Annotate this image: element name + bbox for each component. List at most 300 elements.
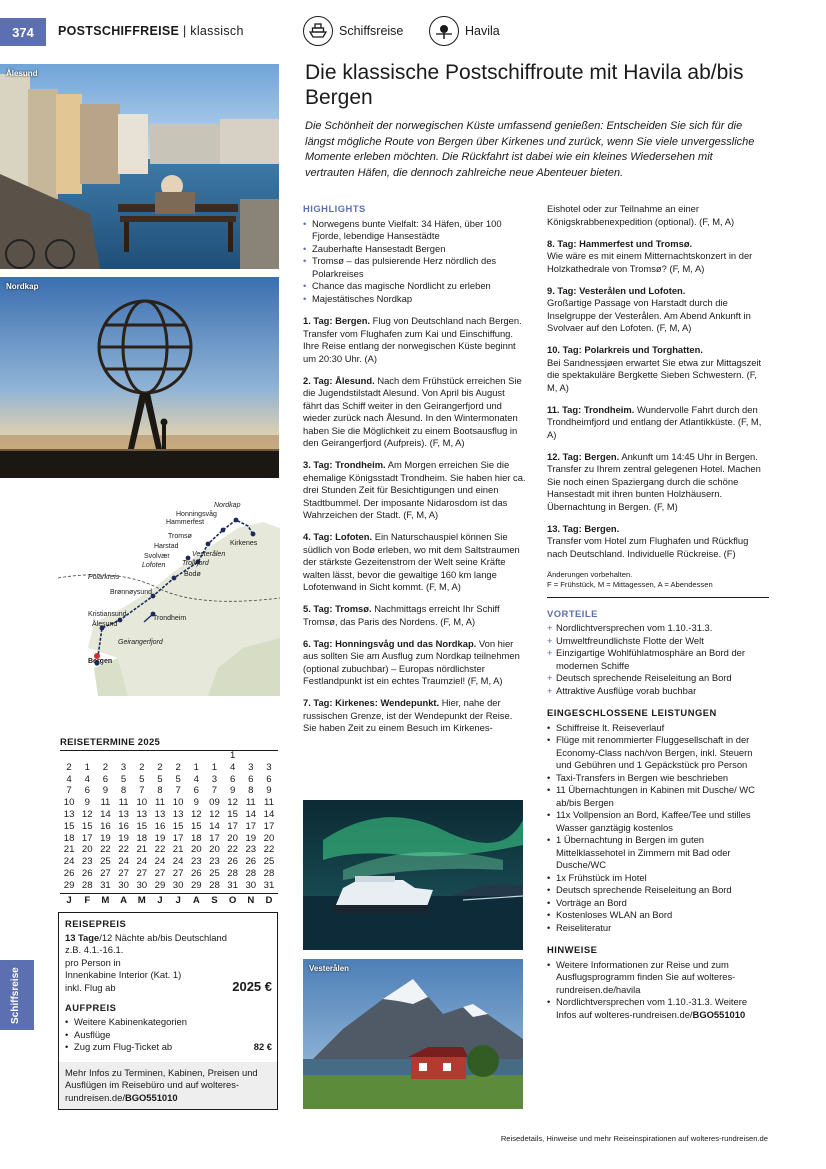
date-cell: 27: [100, 867, 111, 879]
page-number: 374: [0, 18, 46, 46]
aufpreis-amount: 82 €: [253, 1040, 272, 1052]
date-cell: 5: [157, 773, 163, 785]
date-cell: [151, 750, 169, 762]
day-7-title: 7. Tag: Kirkenes: Wendepunkt.: [303, 697, 440, 708]
date-cell: 29: [154, 879, 166, 891]
day-3: [303, 459, 526, 522]
vorteile-list: [547, 622, 769, 697]
price-flight-label: inkl. Flug ab: [65, 982, 116, 994]
day-9-title: 9. Tag: Vesterålen und Lofoten.: [547, 284, 686, 296]
month-column: [224, 750, 242, 906]
date-cell: 9: [229, 785, 236, 797]
date-cell: 23: [245, 844, 257, 856]
photo-nordkap: [0, 277, 279, 478]
page-footer: Reisedetails, Hinweise und mehr Reiseinspirationen auf wolteres-rundreisen.de: [500, 1134, 768, 1143]
date-cell: 9: [102, 785, 109, 797]
date-cell: 24: [172, 856, 184, 868]
date-cell: 26: [63, 867, 75, 879]
date-cell: 26: [190, 867, 202, 879]
aufpreis-item: [65, 1041, 272, 1053]
date-cell: 28: [209, 879, 220, 891]
date-cell: 14: [263, 808, 275, 820]
day-2-text: Nach dem Frühstück erreichen Sie die Jugendstilstadt Alesund. Von April bis August fährt das Schiff weiter in den Geirangerfjord und wieder zurück nach Ålesund. In den Wintermonaten haben Sie die Möglichkeit zu einem Bootsausflug in den Geirangerfjord (Aufpreis). (F, M, A): [303, 374, 522, 448]
date-cell: 20: [81, 844, 93, 856]
day-1: [303, 315, 526, 365]
date-cell: 9: [266, 785, 272, 797]
date-cell: 8: [120, 785, 127, 797]
leistung-item: • Vorträge an Bord: [547, 897, 769, 910]
date-cell: 25: [100, 856, 111, 868]
month-column: [115, 750, 133, 906]
date-cell: 11: [118, 797, 129, 809]
location-pin-icon: [429, 16, 459, 46]
date-cell: 1: [211, 761, 218, 773]
ship-icon: [303, 16, 333, 46]
date-cell: 23: [81, 856, 93, 868]
price-duration: [65, 932, 272, 944]
date-cell: 11: [100, 797, 111, 809]
month-column: [151, 750, 169, 906]
highlight-item: • Majestätisches Nordkap: [303, 293, 526, 306]
date-cell: 14: [209, 820, 220, 832]
date-cell: 2: [102, 761, 109, 773]
date-cell: 09: [209, 797, 220, 809]
date-cell: 15: [172, 820, 184, 832]
date-cell: 17: [172, 832, 184, 844]
day-9-text: Großartige Passage von Harstadt durch die Inselgruppe der Vesterålen. Am Abend Ankunft in Svolvaer auf den Lofoten. (F, M, A): [547, 297, 751, 333]
page-title: Die klassische Postschiffroute mit Havila ab/bis Bergen: [305, 61, 744, 109]
price-flight-row: [65, 981, 272, 994]
hinweis-item: [547, 996, 769, 1021]
day-10-text: Bei Sandnessjøen erwartet Sie etwa zur Mittagszeit die spektakuläre Bergkette Sieben Schwestern. (F, M, A): [547, 356, 762, 393]
date-cell: 17: [245, 820, 257, 832]
date-cell: [205, 750, 223, 762]
leistung-item: • 11 Übernachtungen in Kabinen mit Dusche/ WC ab/bis Bergen: [547, 784, 769, 809]
day-7-continued: Eishotel oder zur Teilnahme an einer Königskrabbenexpedition (optional). (F, M, A): [547, 203, 735, 227]
date-cell: 2: [175, 761, 181, 773]
day-13-text: Transfer vom Hotel zum Flughafen und Rückflug nach Deutschland. Individuelle Rückreise. (F): [547, 535, 749, 559]
date-cell: 16: [154, 820, 166, 832]
date-cell: 18: [190, 832, 202, 844]
month-label: N: [242, 893, 260, 907]
date-cell: 1: [84, 761, 90, 773]
date-cell: 15: [190, 820, 202, 832]
map-label-svolvaer: Svolvær: [144, 553, 170, 560]
divider: [547, 597, 769, 598]
hinweis-text: Nordlichtversprechen vom 1.10.-31.3. Weitere Infos auf wolteres-rundreisen.de/: [556, 996, 748, 1020]
photo-nordkap-caption: Nordkap: [6, 282, 39, 291]
side-tab-label: Schiffsreise: [10, 967, 21, 1024]
date-cell: 17: [209, 832, 220, 844]
month-label: S: [205, 893, 223, 907]
vorteil-item: + Umweltfreundlichste Flotte der Welt: [547, 635, 769, 648]
date-cell: 13: [63, 808, 75, 820]
month-column: [78, 750, 96, 906]
date-cell: [242, 750, 260, 762]
photo-vesteralen: [303, 959, 523, 1109]
date-cell: 22: [154, 844, 166, 856]
day-5: [303, 603, 526, 628]
date-cell: 4: [84, 773, 90, 785]
photo-ship-aurora: [303, 800, 523, 950]
date-cell: 7: [66, 785, 72, 797]
date-cell: 10: [136, 797, 148, 809]
date-cell: 20: [227, 832, 238, 844]
column-itinerary-2: [547, 203, 769, 1031]
date-cell: 14: [245, 808, 257, 820]
day-3-title: 3. Tag: Trondheim.: [303, 459, 386, 470]
leistung-item: • Kostenloses WLAN an Bord: [547, 909, 769, 922]
vorteil-item: + Einzigartige Wohlfühlatmosphäre an Bord der modernen Schiffe: [547, 647, 769, 672]
day-8-title: 8. Tag: Hammerfest und Tromsø.: [547, 237, 693, 249]
highlight-item: • Tromsø – das pulsierende Herz nördlich des Polarkreises: [303, 255, 526, 280]
date-cell: 16: [118, 820, 129, 832]
day-11: [547, 404, 769, 442]
date-cell: 17: [263, 820, 275, 832]
date-cell: 6: [102, 773, 109, 785]
day-7: [303, 697, 526, 735]
day-2-title: 2. Tag: Ålesund.: [303, 374, 375, 386]
date-cell: 6: [248, 773, 254, 785]
date-cell: 24: [154, 856, 166, 868]
photo-alesund-caption: Ålesund: [6, 69, 38, 78]
month-column: [187, 750, 205, 906]
day-4: [303, 531, 526, 594]
day-5-text: Nachmittags erreicht Ihr Schiff Tromsø, das Paris des Nordens. (F, M, A): [303, 603, 500, 627]
date-cell: 28: [245, 867, 257, 879]
month-label: F: [78, 893, 96, 907]
month-column: [242, 750, 260, 906]
date-cell: 14: [100, 808, 111, 820]
price-footer-text: Mehr Infos zu Terminen, Kabinen, Preisen und Ausflügen im Reisebüro und auf wolteres-rundreisen.de/: [65, 1066, 258, 1103]
leistung-item: • Schiffreise lt. Reiseverlauf: [547, 722, 769, 735]
day-1-title: 1. Tag: Bergen.: [303, 315, 371, 326]
map-label-bodo: Bodø: [184, 571, 201, 578]
month-column: [96, 750, 114, 906]
date-cell: 4: [193, 773, 199, 785]
day-4-title: 4. Tag: Lofoten.: [303, 531, 373, 542]
date-cell: 2: [157, 761, 163, 773]
month-label: M: [96, 893, 114, 907]
date-cell: 8: [248, 785, 254, 797]
vorteile-heading: VORTEILE: [547, 607, 598, 619]
leistung-item: • Deutsch sprechende Reiseleitung an Bord: [547, 884, 769, 897]
date-cell: 28: [263, 867, 275, 879]
date-cell: [133, 750, 151, 762]
date-cell: 1: [229, 750, 236, 761]
date-cell: 11: [154, 797, 165, 809]
date-cell: 5: [139, 773, 145, 785]
date-cell: 9: [193, 797, 199, 809]
date-cell: 3: [120, 761, 127, 773]
day-10: [547, 344, 769, 394]
price-cabin: Innenkabine Interior (Kat. 1): [65, 968, 182, 980]
date-cell: 20: [190, 844, 202, 856]
day-3-text: Am Morgen erreichen Sie die ehemalige Königsstadt Trondheim. Sie haben hier ca. drei Stunden Zeit für Besichtigungen und einen Stadtbummel. Der imposante Nidarosdom ist das Wahrzeichen der Stadt. (F, M, A): [303, 459, 526, 520]
tag-havila-label: Havila: [465, 24, 500, 38]
date-cell: 26: [245, 856, 257, 868]
map-label-hammerfest: Hammerfest: [166, 519, 205, 526]
date-cell: 5: [175, 773, 181, 785]
month-label: J: [151, 893, 169, 907]
day-8: [547, 238, 769, 276]
day-11-title: 11. Tag: Trondheim.: [547, 403, 635, 415]
map-label-kirkenes: Kirkenes: [230, 540, 258, 547]
date-cell: 12: [227, 797, 238, 809]
date-cell: 24: [63, 856, 75, 868]
day-12: [547, 451, 769, 514]
date-cell: 5: [120, 773, 127, 785]
date-cell: 28: [227, 867, 238, 879]
day-5-title: 5. Tag: Tromsø.: [303, 603, 372, 614]
month-label: D: [260, 893, 278, 907]
date-cell: 29: [63, 879, 75, 891]
price-duration-rest: /12 Nächte ab/bis Deutschland: [99, 932, 227, 944]
date-cell: 26: [81, 867, 93, 879]
day-12-title: 12. Tag: Bergen.: [547, 450, 620, 462]
month-column: [133, 750, 151, 906]
day-4-text: Ein Naturschauspiel können Sie südlich von Bodø erleben, wo mit dem Saltstraumen der stärkste Gezeitenstrom der Welt seine Kräfte walten lässt, bevor die gewaltige 160 km lange Lofotenwand in Sicht kommt. (F, M, A): [303, 531, 520, 592]
date-cell: 16: [100, 820, 111, 832]
month-label: A: [187, 893, 205, 907]
price-amount: 2025 €: [232, 979, 272, 995]
date-cell: 15: [136, 820, 148, 832]
leistung-item: • 1 Übernachtung in Bergen im guten Mittelklassehotel in Zimmern mit Bad oder Dusche/WC: [547, 834, 769, 872]
tag-havila: [429, 16, 500, 46]
map-label-bergen: Bergen: [88, 658, 113, 665]
map-label-harstad: Harstad: [154, 543, 179, 550]
aufpreis-list: [65, 1016, 272, 1053]
map-label-tromso: Tromsø: [168, 533, 192, 540]
date-cell: 11: [245, 797, 256, 809]
leistungen-list: [547, 722, 769, 935]
date-cell: 21: [172, 844, 184, 856]
day-8-text: Wie wäre es mit einem Mitternachtskonzert in der Holzkathedrale von Tromsø? (F, M, A): [547, 250, 753, 274]
month-column: [205, 750, 223, 906]
photo-alesund: [0, 64, 279, 269]
date-cell: 11: [263, 797, 274, 809]
leistung-item: • Flüge mit renommierter Fluggesellschaft in der Economy-Class nach/von Bergen, inkl. Steuern und Gebühren und 1 Gepäckstück pro Person: [547, 734, 769, 772]
date-cell: [115, 750, 133, 762]
reisetermine-heading: REISETERMINE 2025: [60, 737, 278, 751]
date-cell: 6: [84, 785, 90, 797]
month-column: [169, 750, 187, 906]
date-cell: 7: [175, 785, 181, 797]
date-cell: 17: [81, 832, 93, 844]
day-6-title: 6. Tag: Honningsvåg und das Nordkap.: [303, 637, 477, 649]
leistungen-heading: EINGESCHLOSSENE LEISTUNGEN: [547, 707, 717, 718]
date-cell: 6: [229, 773, 236, 785]
date-cell: 22: [118, 844, 129, 856]
tag-schiffsreise-label: Schiffsreise: [339, 24, 404, 38]
date-cell: 4: [66, 773, 72, 785]
date-cell: [96, 750, 114, 762]
month-label: A: [115, 893, 133, 907]
date-cell: 19: [100, 832, 111, 844]
date-cell: [78, 750, 96, 762]
date-cell: 1: [193, 761, 199, 773]
day-6: [303, 638, 526, 688]
date-cell: 15: [63, 820, 75, 832]
month-column: [260, 750, 278, 906]
month-label: J: [60, 893, 78, 907]
map-label-geirangerfjord: Geirangerfjord: [118, 639, 163, 646]
price-footer-code: BGO551010: [124, 1091, 178, 1103]
date-cell: 6: [193, 785, 199, 797]
notes-changes: Änderungen vorbehalten.: [547, 569, 633, 579]
date-cell: 13: [154, 808, 166, 820]
date-cell: 12: [209, 808, 220, 820]
date-cell: 18: [136, 832, 148, 844]
date-cell: 31: [227, 879, 238, 891]
date-cell: 26: [227, 856, 238, 868]
date-cell: 13: [118, 808, 129, 820]
date-cell: 29: [190, 879, 202, 891]
date-cell: 31: [100, 879, 111, 891]
day-13-title: 13. Tag: Bergen.: [547, 522, 620, 534]
map-label-alesund: Ålesund: [92, 621, 118, 628]
date-cell: 30: [245, 879, 257, 891]
date-cell: 22: [263, 844, 275, 856]
date-cell: 3: [248, 761, 254, 773]
date-cell: 22: [100, 844, 111, 856]
tag-schiffsreise: [303, 16, 403, 46]
date-cell: 2: [66, 761, 72, 773]
aufpreis-item: • Ausflüge: [65, 1029, 272, 1041]
date-cell: 3: [211, 773, 218, 785]
price-box: [58, 912, 278, 1110]
date-cell: 8: [157, 785, 163, 797]
map-label-polarkreis: Polarkreis: [88, 574, 120, 581]
highlights-heading: HIGHLIGHTS: [303, 203, 366, 214]
date-cell: 20: [209, 844, 220, 856]
date-cell: 19: [245, 832, 257, 844]
highlight-item: • Zauberhafte Hansestadt Bergen: [303, 243, 526, 256]
date-cell: 25: [209, 867, 220, 879]
day-1-text: Flug von Deutschland nach Bergen. Transfer vom Flughafen zum Kai und Einschiffung. Ihre Reise entlang der norwegischen Küste beginnt um 20:30 Uhr. (A): [303, 315, 522, 364]
hinweis-code: BGO551010: [692, 1008, 746, 1020]
day-9: [547, 285, 769, 335]
map-label-nordkap: Nordkap: [214, 502, 241, 509]
day-7-text: Hier, nahe der russischen Grenze, ist der Wendepunkt der Reise. Sie haben Zeit zu einem Besuch im Kirkenes-: [303, 697, 513, 733]
hinweis-item: • Weitere Informationen zur Reise und zum Ausflugsprogramm finden Sie auf wolteres-rundreisen.de/havila: [547, 959, 769, 997]
map-label-honningsvag: Honningsvåg: [176, 511, 217, 518]
leistung-item: • Reiseliteratur: [547, 922, 769, 935]
date-cell: 12: [190, 808, 202, 820]
date-cell: 15: [81, 820, 93, 832]
date-cell: 6: [266, 773, 272, 785]
day-11-text: Wundervolle Fahrt durch den Trondheimfjord und entlang der Atlantikküste. (F, M, A): [547, 403, 762, 440]
reisetermine-table: [60, 750, 278, 906]
date-cell: 30: [118, 879, 129, 891]
date-cell: 30: [172, 879, 184, 891]
vorteil-item: + Attraktive Ausflüge vorab buchbar: [547, 685, 769, 698]
vorteil-item: + Deutsch sprechende Reiseleitung an Bord: [547, 672, 769, 685]
price-per-person: pro Person in: [65, 956, 121, 968]
date-cell: 12: [81, 808, 93, 820]
hinweise-list: [547, 959, 769, 1022]
day-2: [303, 375, 526, 450]
day-10-title: 10. Tag: Polarkreis und Torghatten.: [547, 344, 703, 355]
aufpreis-item-label: • Zug zum Flug-Ticket ab: [74, 1040, 173, 1052]
date-cell: 10: [172, 797, 184, 809]
date-cell: 23: [190, 856, 202, 868]
aufpreis-heading: AUFPREIS: [65, 1002, 117, 1014]
date-cell: 17: [227, 820, 238, 832]
date-cell: [169, 750, 187, 762]
date-cell: 28: [81, 879, 93, 891]
intro-text: Die Schönheit der norwegischen Küste umfassend genießen: Entscheiden Sie sich für die längst mögliche Route von Bergen über Kirkenes und zurück, wenn Sie viele unvergessliche Momente erleben möchten. Die Rückfahrt ist dabei wie ein kleines Wiedersehen mit vertrauten Häfen, die dennoch zahlreiche neue Abenteuer bieten.: [305, 120, 755, 179]
month-column: [60, 750, 78, 906]
date-cell: 13: [172, 808, 184, 820]
date-cell: 24: [136, 856, 148, 868]
day-13: [547, 523, 769, 561]
date-cell: 27: [154, 867, 166, 879]
map-label-kristiansund: Kristiansund: [88, 611, 127, 618]
highlight-item: • Chance das magische Nordlicht zu erleben: [303, 280, 526, 293]
map-label-trollfjord: Trollfjord: [182, 560, 209, 567]
date-cell: 7: [139, 785, 145, 797]
column-itinerary-1: [303, 203, 526, 744]
map-label-vesteralen: Vesterålen: [192, 551, 226, 558]
date-cell: 3: [266, 761, 272, 773]
date-cell: [260, 750, 278, 762]
date-cell: 23: [209, 856, 220, 868]
map-label-trondheim: Trondheim: [153, 615, 187, 622]
photo-vesteralen-caption: Vesterålen: [309, 964, 350, 973]
leistung-item: • Taxi-Transfers in Bergen wie beschrieben: [547, 772, 769, 785]
date-cell: 21: [136, 844, 148, 856]
month-label: J: [169, 893, 187, 907]
side-tab: [0, 960, 34, 1030]
date-cell: 20: [263, 832, 275, 844]
day-6-text: Von hier aus sollten Sie am Ausflug zum Nordkap teilnehmen (optional zubuchbar) – Europas nördlichster Festlandpunkt ist ein echtes Traumziel! (F, M, A): [303, 637, 520, 686]
day-12-text: Ankunft um 14:45 Uhr in Bergen. Transfer zu Ihrem zentral gelegenen Hotel. Machen Sie noch einen Spaziergang durch die schöne Hansestadt mit ihren bunten Holzhäusern. Übernachtung in Bergen. (F, M): [547, 450, 761, 512]
date-cell: 19: [118, 832, 129, 844]
date-cell: 27: [172, 867, 184, 879]
date-cell: 2: [139, 761, 145, 773]
highlight-item: • Norwegens bunte Vielfalt: 34 Häfen, über 100 Fjorde, lebendige Hansestädte: [303, 218, 526, 243]
price-duration-bold: 13 Tage: [65, 932, 100, 944]
map-label-bronnoysund: Brønnøysund: [110, 589, 153, 596]
date-cell: 30: [136, 879, 148, 891]
date-cell: 25: [263, 856, 275, 868]
leistung-item: • 11x Vollpension an Bord, Kaffee/Tee und stilles Wasser ganztägig kostenlos: [547, 809, 769, 834]
highlights-list: [303, 218, 526, 306]
date-cell: 7: [211, 785, 218, 797]
date-cell: 22: [227, 844, 238, 856]
date-cell: 18: [63, 832, 75, 844]
date-cell: [60, 750, 78, 762]
route-map: [58, 498, 280, 696]
month-label: O: [224, 893, 242, 907]
date-cell: 9: [84, 797, 90, 809]
aufpreis-item: • Weitere Kabinenkategorien: [65, 1016, 272, 1028]
date-cell: 27: [136, 867, 148, 879]
notes-meal-legend: F = Frühstück, M = Mittagessen, A = Abendessen: [547, 580, 713, 589]
date-cell: 4: [229, 761, 236, 773]
date-cell: 24: [118, 856, 129, 868]
date-cell: 27: [118, 867, 129, 879]
section-title-rest: | klassisch: [182, 24, 244, 38]
price-box-footer: [59, 1062, 277, 1110]
hinweise-heading: HINWEISE: [547, 944, 598, 955]
section-title: [58, 24, 244, 38]
date-cell: [187, 750, 205, 762]
leistung-item: • 1x Frühstück im Hotel: [547, 872, 769, 885]
date-cell: 13: [136, 808, 148, 820]
date-cell: 31: [263, 879, 275, 891]
